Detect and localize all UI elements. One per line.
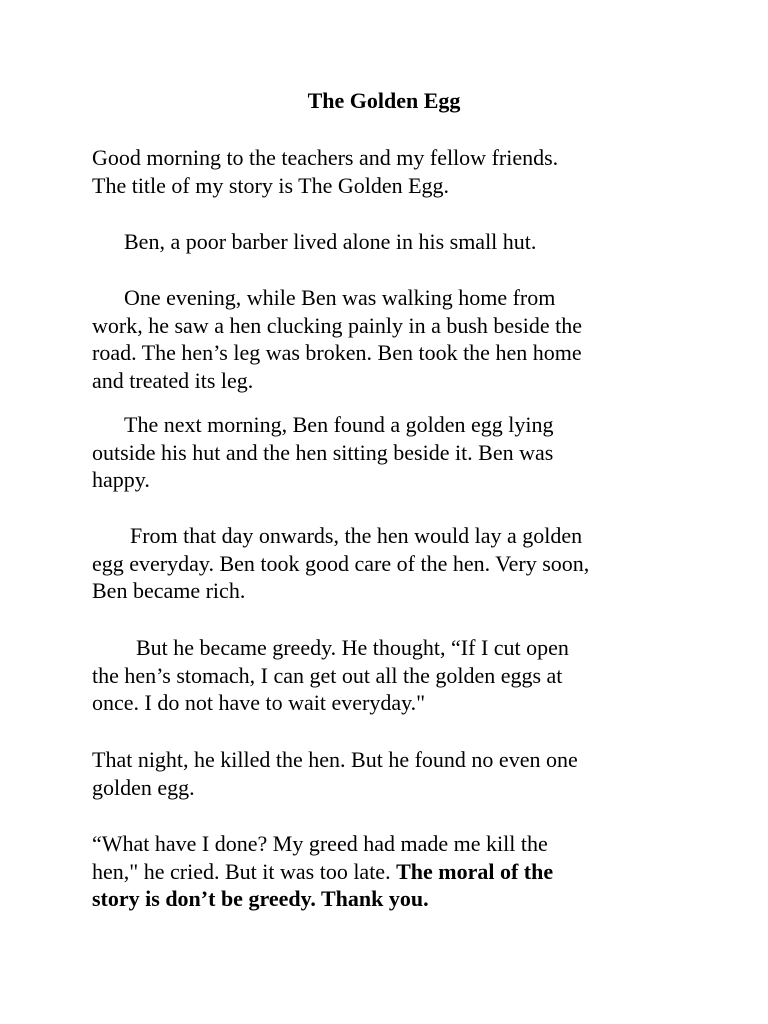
text-line: the hen’s stomach, I can get out all the golden eggs at <box>92 662 563 688</box>
paragraph-that-night <box>92 746 692 801</box>
text-line: once. I do not have to wait everyday." <box>92 690 426 715</box>
moral-text: The moral of the <box>396 858 554 884</box>
moral-text: story is don’t be greedy. Thank you. <box>92 886 429 911</box>
text-line: The title of my story is The Golden Egg. <box>92 172 450 198</box>
text-line: outside his hut and the hen sitting beside it. Ben was <box>92 439 554 465</box>
paragraph-intro <box>92 228 692 256</box>
story-title: The Golden Egg <box>307 88 461 113</box>
paragraph-greedy <box>92 634 692 717</box>
text-segment: hen," he cried. But it was too late. <box>92 858 397 884</box>
text-line: Ben, a poor barber lived alone in his small hut. <box>124 229 537 254</box>
text-line: Good morning to the teachers and my fellow friends. <box>92 145 559 170</box>
text-line: work, he saw a hen clucking painly in a bush beside the <box>92 312 582 338</box>
text-line: From that day onwards, the hen would lay a golden <box>130 523 583 548</box>
text-line: Ben became rich. <box>92 578 246 603</box>
text-line <box>92 885 692 913</box>
text-line: The next morning, Ben found a golden egg lying <box>124 412 554 437</box>
paragraph-onwards <box>92 522 692 605</box>
paragraph-next-morning <box>92 411 692 494</box>
paragraph-greeting <box>92 144 692 199</box>
text-line: road. The hen’s leg was broken. Ben took the hen home <box>92 340 582 365</box>
paragraph-evening <box>92 284 692 394</box>
text-line: One evening, while Ben was walking home from <box>124 285 556 310</box>
text-line: happy. <box>92 467 150 492</box>
text-line: But he became greedy. He thought, “If I cut open <box>136 635 569 660</box>
text-line: “What have I done? My greed had made me kill the <box>92 831 548 856</box>
text-line: golden egg. <box>92 774 195 800</box>
paragraph-moral <box>92 830 692 913</box>
text-line <box>92 858 692 886</box>
text-line: That night, he killed the hen. But he found no even one <box>92 747 578 772</box>
text-line: egg everyday. Ben took good care of the hen. Very soon, <box>92 550 590 576</box>
text-line: and treated its leg. <box>92 367 254 393</box>
